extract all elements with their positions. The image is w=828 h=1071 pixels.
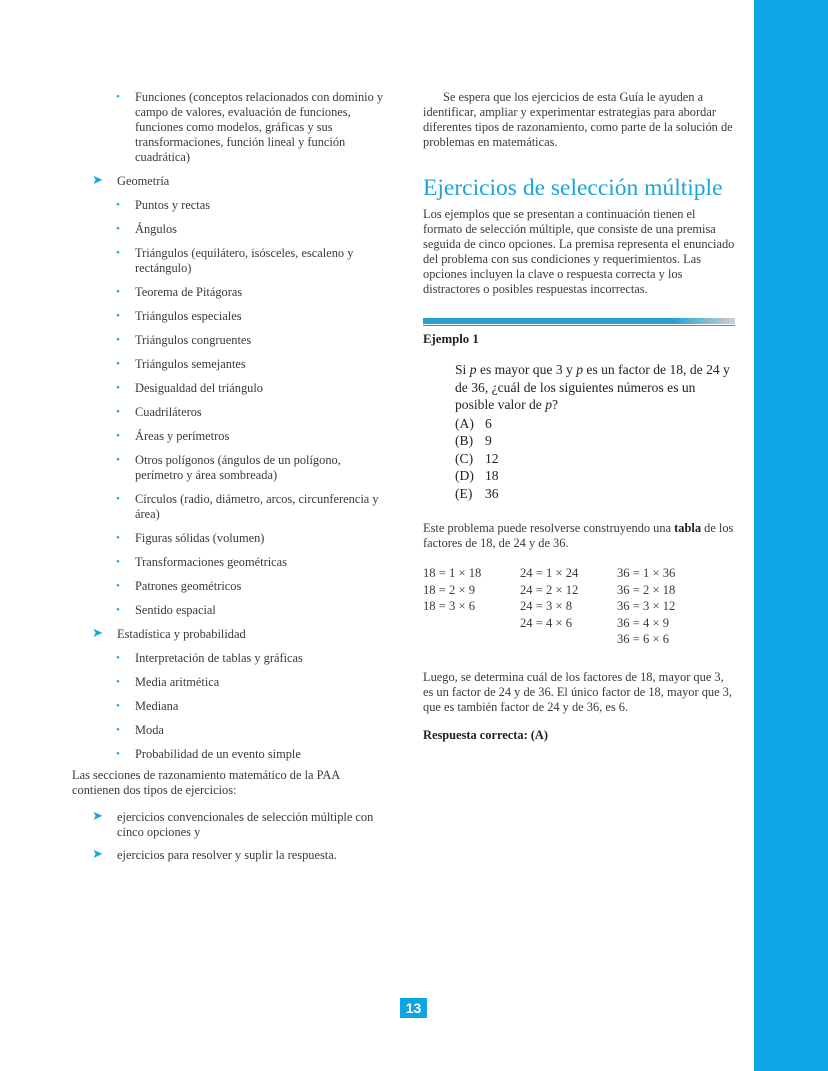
topic-item	[72, 531, 390, 546]
arrow-bullet-icon: ➤	[92, 846, 103, 861]
topic-text: Triángulos congruentes	[135, 333, 252, 347]
topic-item	[72, 246, 390, 276]
topic-category	[72, 174, 390, 189]
topic-text: Geometría	[117, 174, 170, 188]
factor-cell: 24 = 4 × 6	[520, 615, 572, 630]
answer-option	[455, 415, 735, 433]
topic-item	[72, 285, 390, 300]
answer-option	[455, 450, 735, 468]
types-paragraph: Las secciones de razonamiento matemático de la PAA contienen dos tipos de ejercicios:	[72, 768, 340, 797]
factor-cell: 36 = 1 × 36	[617, 566, 676, 580]
topic-item	[72, 405, 390, 420]
dot-bullet-icon: •	[116, 676, 120, 688]
topic-text: Desigualdad del triángulo	[135, 381, 264, 395]
topic-item	[72, 747, 390, 762]
option-value: 18	[485, 468, 499, 483]
question-text: Si p es mayor que 3 y p es un factor de 18, de 24 y de 36, ¿cuál de los siguientes números es un posible valor de p?	[455, 362, 730, 412]
dot-bullet-icon: •	[116, 430, 120, 442]
example-title: Ejemplo 1	[423, 332, 479, 346]
exercise-type-item	[72, 848, 390, 863]
topic-text: Figuras sólidas (volumen)	[135, 531, 265, 545]
topic-item	[72, 222, 390, 237]
dot-bullet-icon: •	[116, 748, 120, 760]
dot-bullet-icon: •	[116, 199, 120, 211]
factor-cell: 36 = 2 × 18	[617, 582, 676, 597]
option-value: 6	[485, 415, 492, 431]
arrow-bullet-icon: ➤	[92, 625, 103, 640]
topic-item	[72, 492, 390, 522]
option-value: 12	[485, 450, 499, 466]
option-value: 36	[485, 485, 499, 501]
exercise-type-item	[72, 810, 390, 840]
dot-bullet-icon: •	[116, 700, 120, 712]
topic-text: Cuadriláteros	[135, 405, 202, 419]
option-letter: (B)	[455, 433, 474, 448]
page-number: 13	[400, 998, 427, 1018]
topic-item	[72, 699, 390, 714]
dot-bullet-icon: •	[116, 580, 120, 592]
factor-cell: 18 = 2 × 9	[423, 582, 475, 597]
topic-text: Mediana	[135, 699, 179, 713]
topic-item	[72, 357, 390, 372]
answer-options	[455, 415, 735, 503]
dot-bullet-icon: •	[116, 358, 120, 370]
factor-cell: 18 = 1 × 18	[423, 566, 482, 580]
factors-column	[423, 565, 520, 648]
topic-text: Interpretación de tablas y gráficas	[135, 651, 303, 665]
topic-text: Estadística y probabilidad	[117, 627, 246, 641]
factor-cell: 18 = 3 × 6	[423, 599, 475, 614]
topic-text: Sentido espacial	[135, 603, 216, 617]
dot-bullet-icon: •	[116, 223, 120, 235]
dot-bullet-icon: •	[116, 334, 120, 346]
topic-item	[72, 603, 390, 618]
dot-bullet-icon: •	[116, 406, 120, 418]
problem-block	[423, 361, 735, 502]
dot-bullet-icon: •	[116, 454, 120, 466]
topic-text: Patrones geométricos	[135, 579, 242, 593]
topic-item	[72, 723, 390, 738]
arrow-bullet-icon: ➤	[92, 172, 103, 187]
topic-text: Moda	[135, 723, 164, 737]
dot-bullet-icon: •	[116, 286, 120, 298]
section-title: Ejercicios de selección múltiple	[423, 175, 723, 201]
section-paragraph: Los ejemplos que se presentan a continuación tienen el formato de selección múltiple, que consiste de una premisa seguida de cinco opciones. La premisa representa el enunciado del problema con sus condiciones y requerimientos. Las opciones incluyen la clave o respuesta correcta y los distractores o posibles respuestas incorrectas.	[423, 207, 735, 296]
example-rule	[423, 318, 735, 324]
topic-item	[72, 429, 390, 444]
factor-cell: 24 = 1 × 24	[520, 566, 579, 580]
topic-text: Teorema de Pitágoras	[135, 285, 243, 299]
exercise-types-list	[72, 810, 390, 863]
dot-bullet-icon: •	[116, 310, 120, 322]
factors-table	[423, 565, 735, 648]
answer-option	[455, 432, 735, 450]
factors-column	[520, 565, 617, 648]
topic-text: Triángulos semejantes	[135, 357, 246, 371]
topic-text: Áreas y perímetros	[135, 429, 230, 443]
conclusion-paragraph: Luego, se determina cuál de los factores de 18, mayor que 3, es un factor de 24 y de 36. El único factor de 18, mayor que 3, que es también factor de 24 y de 36, es 6.	[423, 669, 732, 714]
topic-item	[72, 309, 390, 324]
factor-cell: 24 = 3 × 8	[520, 599, 572, 614]
topic-text: Triángulos especiales	[135, 309, 242, 323]
dot-bullet-icon: •	[116, 724, 120, 736]
dot-bullet-icon: •	[116, 382, 120, 394]
topic-category	[72, 627, 390, 642]
dot-bullet-icon: •	[116, 91, 120, 103]
dot-bullet-icon: •	[116, 532, 120, 544]
example-rule-thin	[423, 325, 735, 326]
side-color-bar	[754, 0, 828, 1071]
topic-text: Otros polígonos (ángulos de un polígono, perímetro y área sombreada)	[135, 453, 341, 482]
option-letter: (E)	[455, 485, 473, 501]
factor-cell: 36 = 3 × 12	[617, 599, 676, 614]
option-value: 9	[485, 433, 492, 448]
topic-item	[72, 90, 390, 165]
answer-option	[455, 485, 735, 503]
topic-list	[72, 90, 390, 762]
topic-text: Funciones (conceptos relacionados con dominio y campo de valores, evaluación de funciones, funciones como modelos, gráficas y sus transformaciones, función lineal y función cuadrática)	[135, 90, 384, 164]
topic-text: Transformaciones geométricas	[135, 555, 287, 569]
topic-text: Ángulos	[135, 222, 177, 236]
topic-text: Puntos y rectas	[135, 198, 211, 212]
topic-item	[72, 453, 390, 483]
dot-bullet-icon: •	[116, 652, 120, 664]
exercise-type-text: ejercicios para resolver y suplir la respuesta.	[117, 848, 337, 862]
topic-item	[72, 579, 390, 594]
topic-item	[72, 198, 390, 213]
dot-bullet-icon: •	[116, 493, 120, 505]
topic-item	[72, 651, 390, 666]
topic-item	[72, 333, 390, 348]
topic-item	[72, 675, 390, 690]
factor-cell: 36 = 4 × 9	[617, 615, 669, 630]
option-letter: (A)	[455, 415, 474, 431]
correct-answer: Respuesta correcta: (A)	[423, 727, 549, 742]
dot-bullet-icon: •	[116, 247, 120, 259]
intro-paragraph: Se espera que los ejercicios de esta Guía le ayuden a identificar, ampliar y experimentar estrategias para abordar diferentes tipos de razonamiento, como parte de la solución de problemas en matemáticas.	[423, 90, 733, 149]
option-letter: (D)	[455, 468, 474, 483]
dot-bullet-icon: •	[116, 556, 120, 568]
method-paragraph: Este problema puede resolverse construyendo una tabla de los factores de 18, de 24 y de 36.	[423, 521, 734, 550]
topic-text: Probabilidad de un evento simple	[135, 747, 301, 761]
right-column	[423, 90, 735, 755]
topic-text: Círculos (radio, diámetro, arcos, circunferencia y área)	[135, 492, 379, 521]
topic-item	[72, 381, 390, 396]
factor-cell: 36 = 6 × 6	[617, 632, 669, 647]
factor-cell: 24 = 2 × 12	[520, 582, 579, 597]
answer-option	[455, 467, 735, 485]
topic-item	[72, 555, 390, 570]
topic-text: Triángulos (equilátero, isósceles, escaleno y rectángulo)	[135, 246, 354, 275]
left-column	[72, 90, 390, 871]
option-letter: (C)	[455, 450, 474, 466]
factors-column	[617, 565, 714, 648]
topic-text: Media aritmética	[135, 675, 220, 689]
exercise-type-text: ejercicios convencionales de selección múltiple con cinco opciones y	[117, 810, 374, 839]
arrow-bullet-icon: ➤	[92, 808, 103, 823]
dot-bullet-icon: •	[116, 604, 120, 616]
